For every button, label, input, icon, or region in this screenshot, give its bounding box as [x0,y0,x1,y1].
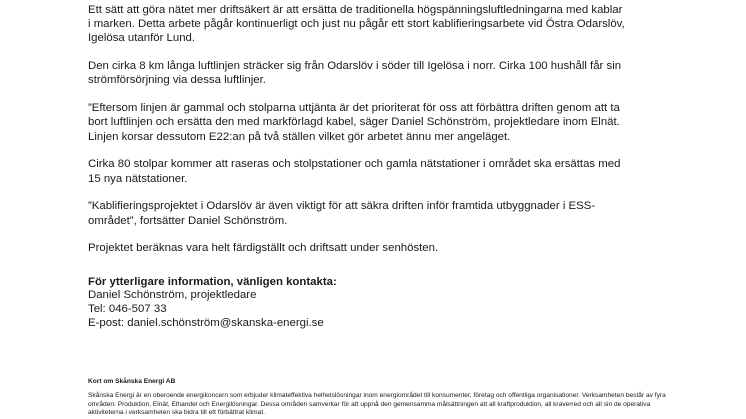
about-title: Kort om Skånska Energi AB [88,378,176,385]
paragraph-3: ”Eftersom linjen är gammal och stolparna uttjänta är det prioriterat för oss att förbättra driften genom att ta bort luftlinjen och ersätta den med markförlagd kabel, säger Daniel Schönström, projektledare inom Elnät. Linjen korsar dessutom E22:an på två ställen vilket gör arbetet ännu mer angeläget. [88,102,620,143]
contact-name: Daniel Schönström, projektledare [88,289,257,302]
paragraph-1: Ett sätt att göra nätet mer driftsäkert är att ersätta de traditionella högspänningsluftledningarna med kablar i marken. Detta arbete pågår kontinuerligt och just nu pågår ett stort kablifieringsarbete vid Östra Odarslöv, Igelösa utanför Lund. [88,4,625,45]
paragraph-4: Cirka 80 stolpar kommer att raseras och stolpstationer och gamla nätstationer i området ska ersättas med 15 nya nätstationer. [88,158,621,185]
article-body [88,3,628,331]
contact-block [88,276,628,331]
paragraph-6: Projektet beräknas vara helt färdigställt och driftsatt under senhösten. [88,242,439,255]
about-text: Skånska Energi är en oberoende energikoncern som erbjuder klimateffektiva helhetslösningar inom energiområdet till konsumenter, företag och offentliga organisationer. Verksamheten består av fyra områden: Produktion, Elnät, Elhandel och Energilösningar. Dessa områden samverkar för att uppnå den gemensamma målsättningen att all kraftproduktion, all kraverred och all sin de operativa aktiviteterna i verksamheten ska bidra till ett förbättrat klimat. [88,392,666,417]
contact-heading: För ytterligare information, vänligen kontakta: [88,275,337,288]
contact-phone: Tel: 046-507 33 [88,303,167,316]
paragraph-2: Den cirka 8 km långa luftlinjen sträcker sig från Odarslöv i söder till Igelösa i norr. Cirka 100 hushåll får sin strömförsörjning via dessa luftlinjer. [88,60,622,87]
contact-email[interactable]: E-post: daniel.schönström@skanska-energi.se [88,317,324,329]
paragraph-5: ”Kablifieringsprojektet i Odarslöv är även viktigt för att säkra driften inför framtida utbyggnader i ESS-området”, fortsätter Daniel Schönström. [88,200,596,227]
about-company-section [88,378,668,418]
